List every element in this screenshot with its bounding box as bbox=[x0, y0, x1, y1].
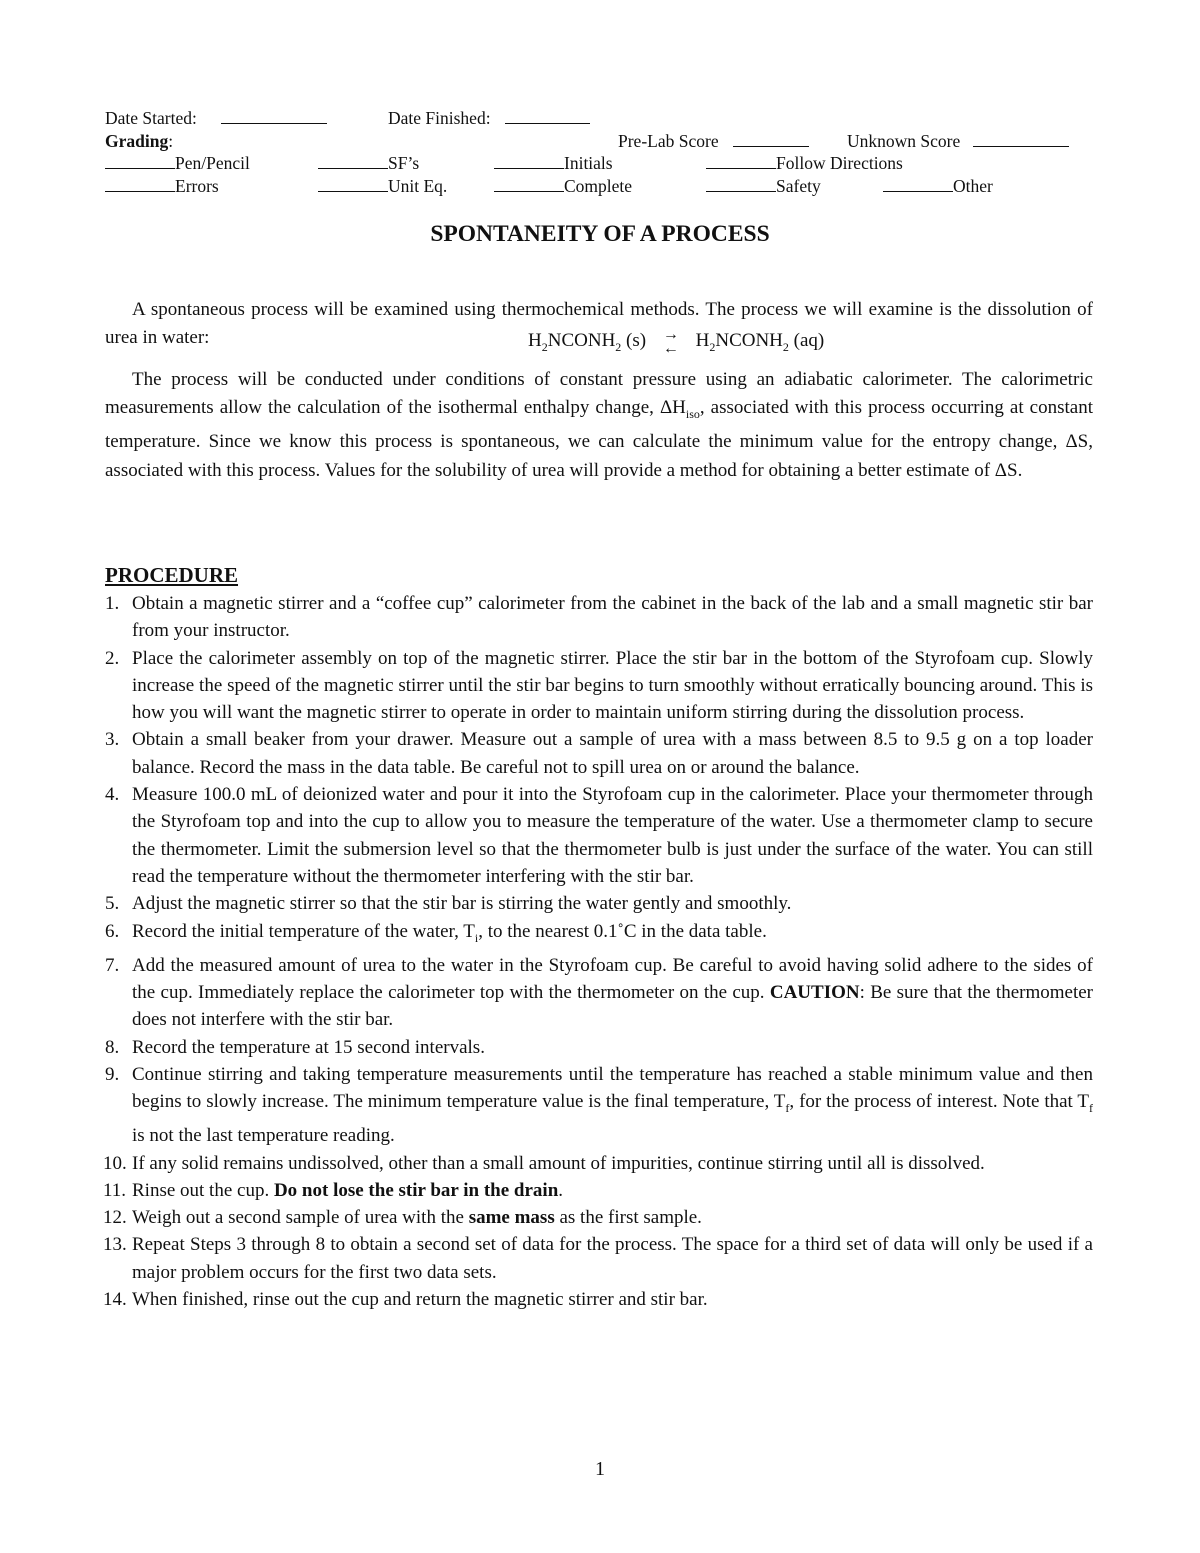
list-item: 6. Record the initial temperature of the water, $T_i$, to the nearest 0.1˚C in the data table. bbox=[105, 920, 767, 945]
equilibrium-arrows-icon: → ← bbox=[662, 325, 679, 357]
list-item: 9. Continue stirring and taking temperature measurements until the temperature has reached a stable minimum value and then begins to slowly increase. The minimum temperature value is the final temperature, $T_f$, for the process of interest. Note that $T_f$ is not the last temperature reading. bbox=[105, 1063, 1093, 1147]
grading-item-follow-directions: Follow Directions bbox=[706, 152, 903, 174]
date-finished-label: Date Finished: bbox=[388, 108, 491, 128]
grading-item-other: Other bbox=[883, 175, 993, 197]
date-started bbox=[105, 107, 327, 129]
page-number: 1 bbox=[595, 1458, 605, 1480]
unknown-score-label: Unknown Score bbox=[847, 131, 961, 151]
grading-item-initials: Initials bbox=[494, 152, 613, 174]
list-item: 10. If any solid remains undissolved, other than a small amount of impurities, continue stirring until all is dissolved. bbox=[103, 1152, 985, 1174]
list-item: 14. When finished, rinse out the cup and return the magnetic stirrer and stir bar. bbox=[103, 1289, 708, 1311]
list-item: 8. Record the temperature at 15 second intervals. bbox=[105, 1036, 485, 1058]
list-item: 3. Obtain a small beaker from your drawer. Measure out a sample of urea with a mass between 8.5 to 9.5 g on a top loader balance. Record the mass in the data table. Be careful not to spill urea on or around the balance. bbox=[105, 729, 1093, 778]
list-item: 2. Place the calorimeter assembly on top of the magnetic stirrer. Place the stir bar in the bottom of the Styrofoam cup. Slowly increase the speed of the magnetic stirrer until the stir bar begins to turn smoothly without erratically bouncing around. This is how you will want the magnetic stirrer to operate in order to maintain uniform stirring during the dissolution process. bbox=[105, 647, 1093, 724]
procedure-list bbox=[105, 590, 1093, 1313]
grading-item-pen-pencil: Pen/Pencil bbox=[105, 152, 250, 174]
list-item: 7. Add the measured amount of urea to the water in the Styrofoam cup. Be careful to avoid having solid adhere to the sides of the cup. Immediately replace the calorimeter top with the thermometer on the cup. CAUTION: Be sure that the thermometer does not interfere with the stir bar. bbox=[105, 954, 1094, 1031]
list-item: 4. Measure 100.0 mL of deionized water and pour it into the Styrofoam cup in the calorimeter. Place your thermometer through the Styrofoam top and into the cup to allow you to measure the temperature of the water. Use a thermometer clamp to secure the thermometer. Limit the submersion level so that the thermometer bulb is just under the surface of the water. You can still read the temperature without the thermometer interfering with the stir bar. bbox=[105, 784, 1093, 887]
grading-item-unit-eq: Unit Eq. bbox=[318, 175, 447, 197]
intro-paragraph-2: The process will be conducted under conditions of constant pressure using an adiabatic calorimeter. The calorimetric measurements allow the calculation of the isothermal enthalpy change, $\Delta H_{iso}$, associated with this process occurring at constant temperature. Since we know this process is spontaneous, we can calculate the minimum value for the entropy change, ΔS, associated with this process. Values for the solubility of urea will provide a method for obtaining a better estimate of ΔS. bbox=[105, 369, 1093, 481]
unknown-score bbox=[847, 130, 1069, 152]
grading-item-sfs: SF’s bbox=[318, 152, 419, 174]
grading-item-errors: Errors bbox=[105, 175, 219, 197]
prelab-score bbox=[618, 130, 809, 152]
grading-item-safety: Safety bbox=[706, 175, 821, 197]
intro-paragraph-1: A spontaneous process will be examined using thermochemical methods. The process we will examine is the dissolution of urea in water: bbox=[105, 299, 1093, 349]
prelab-score-label: Pre-Lab Score bbox=[618, 131, 719, 151]
grading-label: Grading bbox=[105, 131, 169, 151]
unknown-score-blank bbox=[973, 131, 1069, 147]
procedure-heading: PROCEDURE bbox=[105, 563, 239, 587]
list-item: 5. Adjust the magnetic stirrer so that the stir bar is stirring the water gently and smoothly. bbox=[105, 893, 792, 915]
page-title: SPONTANEITY OF A PROCESS bbox=[430, 221, 770, 247]
list-item: 11. Rinse out the cup. Do not lose the stir bar in the drain. bbox=[103, 1179, 564, 1201]
date-finished bbox=[388, 107, 590, 129]
date-finished-blank bbox=[505, 108, 590, 124]
chemical-equation: $H_2NCONH_2$ (s) → ← $H_2NCONH_2$ (aq) bbox=[528, 325, 825, 357]
prelab-score-blank bbox=[733, 131, 809, 147]
grading bbox=[105, 130, 173, 152]
grading-item-complete: Complete bbox=[494, 175, 632, 197]
list-item: 12. Weigh out a second sample of urea with the same mass as the first sample. bbox=[103, 1207, 702, 1229]
grading-colon: : bbox=[168, 131, 174, 151]
date-started-label: Date Started: bbox=[105, 108, 197, 128]
list-item: 13. Repeat Steps 3 through 8 to obtain a second set of data for the process. The space for a third set of data will only be used if a major problem occurs for the first two data sets. bbox=[103, 1234, 1093, 1283]
list-item: 1. Obtain a magnetic stirrer and a “coffee cup” calorimeter from the cabinet in the back of the lab and a small magnetic stir bar from your instructor. bbox=[105, 593, 1093, 642]
date-started-blank bbox=[221, 108, 327, 124]
